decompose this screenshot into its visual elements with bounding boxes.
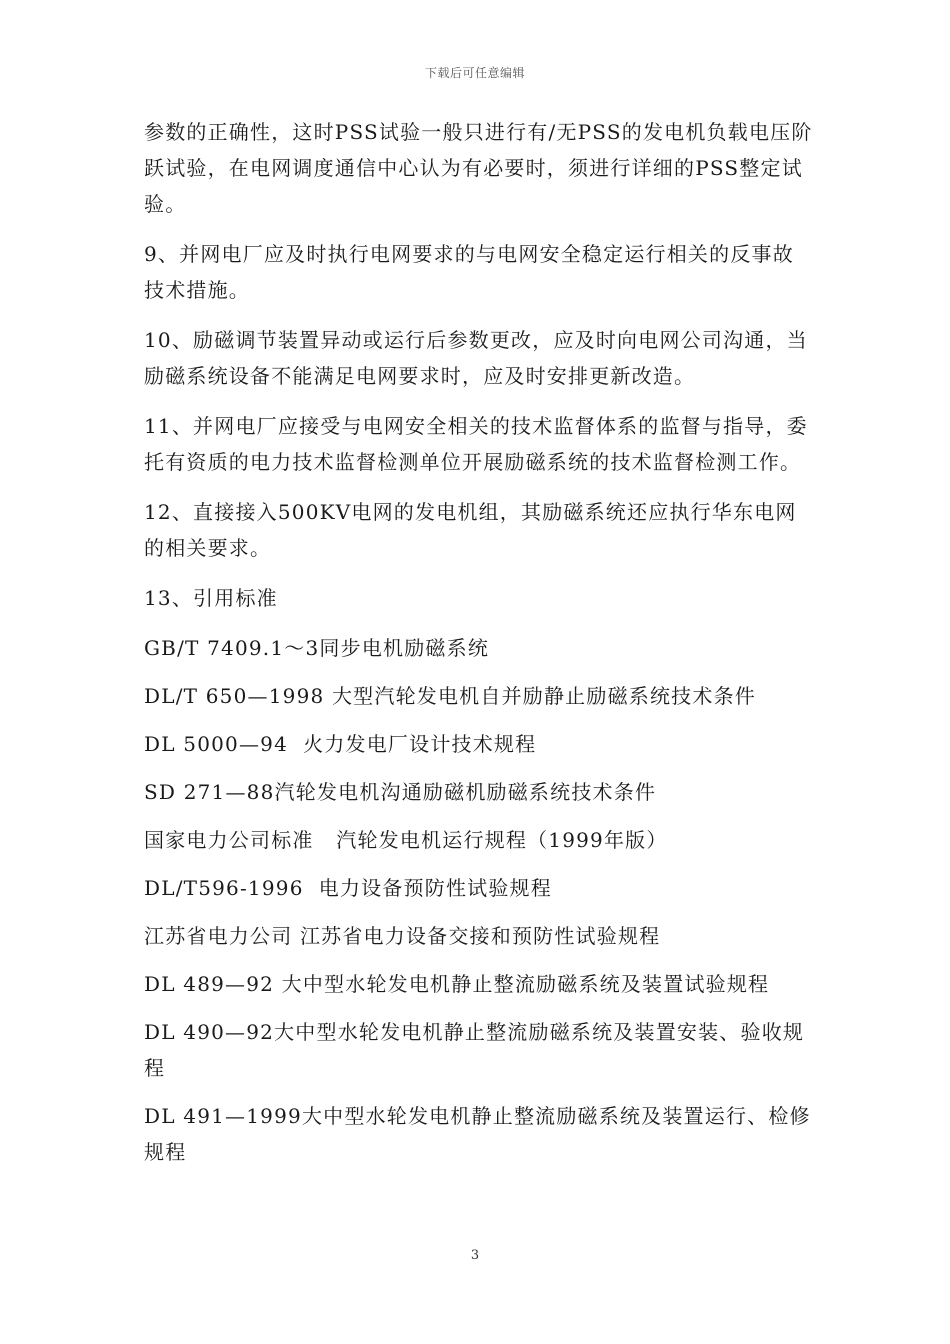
reference-item: 江苏省电力公司 江苏省电力设备交接和预防性试验规程 [144,924,661,948]
paragraph-pss-test: 参数的正确性，这时PSS试验一般只进行有/无PSS的发电机负载电压阶跃试验，在电网调度通信中心认为有必要时，须进行详细的PSS整定试验。 [144,120,813,216]
reference-item: DL 5000—94 火力发电厂设计技术规程 [144,732,537,756]
reference-item: SD 271—88汽轮发电机沟通励磁机励磁系统技术条件 [144,780,657,804]
paragraph-item-11: 11、并网电厂应接受与电网安全相关的技术监督体系的监督与指导，委托有资质的电力技术监督检测单位开展励磁系统的技术监督检测工作。 [144,414,808,474]
reference-item: DL 490—92大中型水轮发电机静止整流励磁系统及装置安装、验收规程 [144,1020,805,1080]
paragraph-item-10: 10、励磁调节装置异动或运行后参数更改，应及时向电网公司沟通，当励磁系统设备不能满足电网要求时，应及时安排更新改造。 [144,328,808,388]
reference-item: DL 489—92 大中型水轮发电机静止整流励磁系统及装置试验规程 [144,972,770,996]
document-body [144,114,814,1182]
reference-item: DL/T596-1996 电力设备预防性试验规程 [144,876,552,900]
page-number: 3 [470,1248,480,1263]
reference-item: DL 491—1999大中型水轮发电机静止整流励磁系统及装置运行、检修规程 [144,1104,811,1164]
reference-standards-list [144,630,814,1170]
reference-item: 国家电力公司标准 汽轮发电机运行规程（1999年版） [144,828,668,852]
page-header: 下载后可任意编辑 [424,66,525,80]
paragraph-item-13-heading: 13、引用标准 [144,586,278,610]
reference-item: GB/T 7409.1～3同步电机励磁系统 [144,636,490,660]
reference-item: DL/T 650—1998 大型汽轮发电机自并励静止励磁系统技术条件 [144,684,756,708]
paragraph-item-12: 12、直接接入500KV电网的发电机组，其励磁系统还应执行华东电网的相关要求。 [144,500,797,560]
paragraph-item-9: 9、并网电厂应及时执行电网要求的与电网安全稳定运行相关的反事故技术措施。 [144,242,794,302]
